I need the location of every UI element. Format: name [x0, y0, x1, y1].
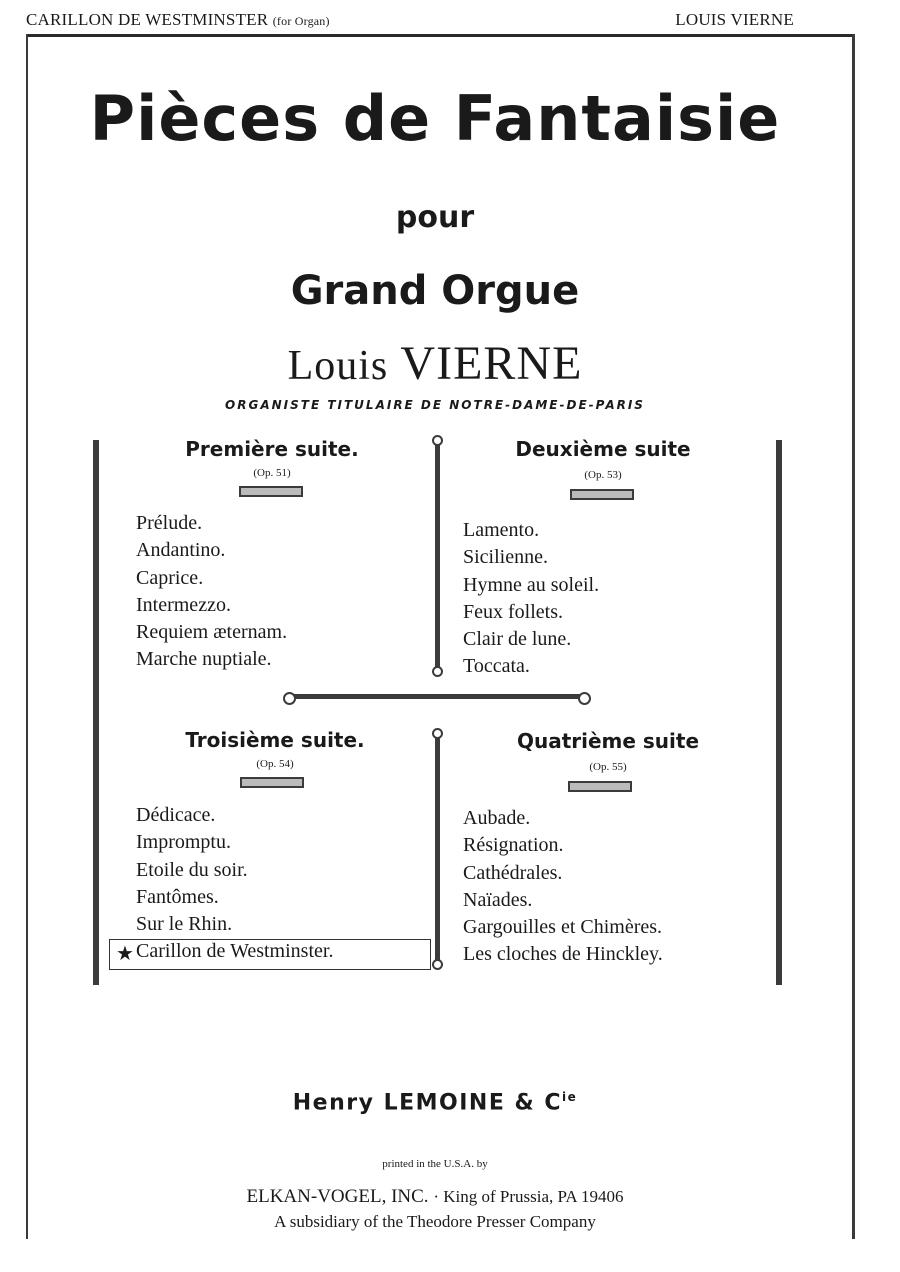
list-item: Andantino.: [136, 539, 226, 562]
list-item: Prélude.: [136, 512, 203, 534]
suite-3-title: Troisième suite.: [185, 728, 365, 752]
suite-3-opus: (Op. 54): [256, 758, 294, 770]
composer-name: [0, 336, 870, 391]
list-item: Aubade.: [463, 807, 531, 829]
ornament-end-left: [283, 692, 296, 705]
list-item: Hymne au soleil.: [463, 573, 600, 596]
highlighted-piece-box: [109, 939, 431, 970]
printer-location: · King of Prussia, PA 19406: [433, 1187, 624, 1206]
subsidiary-line: A subsidiary of the Theodore Presser Company: [274, 1212, 596, 1231]
publisher-label: Henry LEMOINE & C: [292, 1090, 562, 1116]
publisher-name: [0, 1090, 870, 1115]
list-item: Dédicace.: [136, 804, 216, 826]
ornament-divider-bottom: [435, 738, 440, 960]
suite-2-title: Deuxième suite: [515, 437, 691, 461]
suite-4-pieces: [463, 805, 663, 969]
composer-first-name: Louis: [287, 343, 389, 389]
star-icon: ★: [116, 943, 134, 965]
list-item: Les cloches de Hinckley.: [463, 943, 663, 966]
list-item: Sur le Rhin.: [136, 913, 233, 936]
pour-label: pour: [395, 200, 475, 235]
suite-1-opus: (Op. 51): [253, 467, 291, 479]
ornament-divider-horizontal: [293, 694, 585, 699]
printer-name: ELKAN-VOGEL, INC.: [246, 1186, 429, 1207]
ornament-bar-left: [93, 440, 99, 985]
list-item: Caprice.: [136, 566, 204, 589]
header-composer: LOUIS VIERNE: [675, 10, 794, 29]
ornament-divider-top: [435, 445, 440, 667]
suite-1-title: Première suite.: [185, 437, 359, 461]
list-item: Toccata.: [463, 655, 530, 678]
list-item: Clair de lune.: [463, 628, 572, 651]
top-rule: [26, 34, 854, 37]
printed-in-label: printed in the U.S.A. by: [382, 1158, 488, 1170]
suite-4-ornament: [568, 781, 632, 792]
list-item: Lamento.: [463, 519, 540, 541]
list-item: Requiem æternam.: [136, 621, 288, 644]
list-item: Marche nuptiale.: [136, 648, 272, 671]
list-item: Sicilienne.: [463, 546, 548, 569]
instrument-title: Grand Orgue: [290, 268, 580, 314]
list-item: Impromptu.: [136, 831, 231, 854]
list-item: Cathédrales.: [463, 861, 563, 884]
printer-line: [0, 1186, 870, 1208]
list-item: Feux follets.: [463, 600, 563, 623]
list-item: Fantômes.: [136, 885, 219, 908]
list-item: Résignation.: [463, 834, 564, 857]
suite-4-title: Quatrième suite: [516, 729, 700, 753]
composer-last-name: VIERNE: [400, 337, 583, 390]
suite-3-ornament: [240, 777, 304, 788]
header-piece-title: CARILLON DE WESTMINSTER: [26, 10, 269, 29]
list-item: Gargouilles et Chimères.: [463, 916, 663, 939]
suite-1-pieces: [136, 510, 287, 674]
suite-2-opus: (Op. 53): [584, 469, 622, 481]
page-title: Pièces de Fantaisie: [89, 82, 781, 155]
suite-2-ornament: [570, 489, 634, 500]
list-item: Carillon de Westminster.: [136, 940, 334, 963]
header-instrument-note: (for Organ): [272, 14, 330, 28]
list-item: Intermezzo.: [136, 593, 231, 616]
suite-2-pieces: [463, 517, 599, 681]
header-left: [26, 10, 330, 30]
suite-1-ornament: [239, 486, 303, 497]
ornament-bar-right: [776, 440, 782, 985]
composer-position: ORGANISTE TITULAIRE DE NOTRE-DAME-DE-PARIS: [225, 398, 645, 412]
list-item: Naïades.: [463, 888, 533, 911]
list-item: Etoile du soir.: [136, 858, 248, 881]
ornament-end-right: [578, 692, 591, 705]
suite-4-opus: (Op. 55): [589, 761, 627, 773]
publisher-suffix: ie: [562, 1090, 578, 1104]
